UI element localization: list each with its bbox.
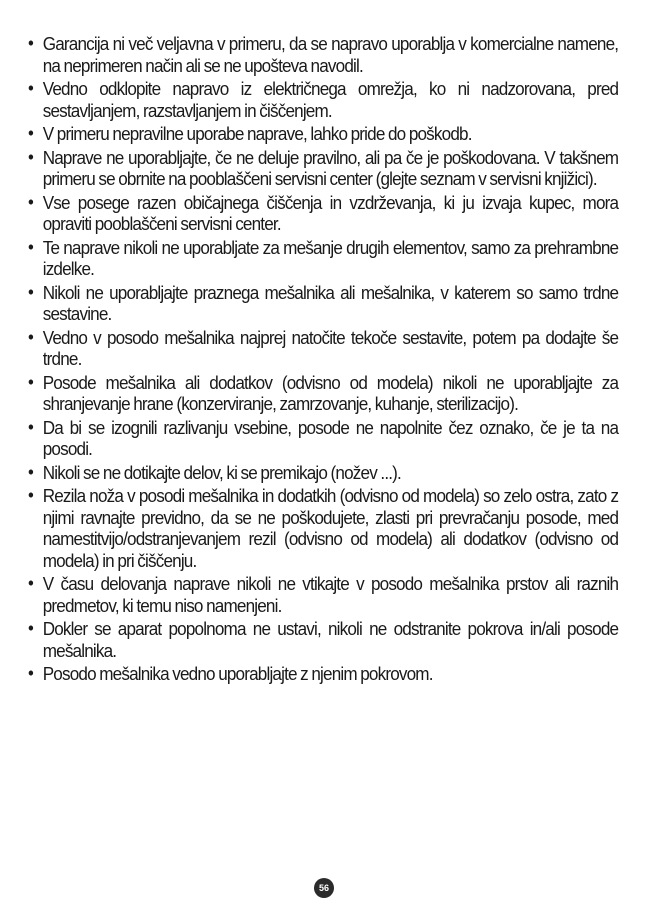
list-item [28,372,618,415]
bullet-icon: • [28,618,33,638]
list-item-text: Rezila noža v posodi mešalnika in dodatkih (odvisno od modela) so zelo ostra, zato z njimi ravnajte previdno, da se ne poškodujete, zlasti pri prevračanju posode, med namestitvijo/odstranjevanjem rezil (odvisno od modela) ali dodatkov (odvisno od modela) in pri čiščenju. [42,485,619,571]
list-item [28,282,618,325]
bullet-icon: • [28,663,33,683]
bullet-icon: • [28,573,33,593]
list-item [28,237,618,280]
list-item [28,327,618,370]
bullet-icon: • [28,461,33,482]
list-item-text: V primeru nepravilne uporabe naprave, lahko pride do poškodb. [42,123,472,144]
list-item [28,663,618,685]
bullet-icon: • [28,33,33,53]
bullet-icon: • [28,146,33,167]
list-item-text: V času delovanja naprave nikoli ne vtikajte v posodo mešalnika prstov ali raznih predmetov, ki temu niso namenjeni. [42,573,619,616]
list-item [28,78,618,121]
list-item-text: Nikoli se ne dotikajte delov, ki se premikajo (nožev ...). [42,461,401,483]
list-item-text: Garancija ni več veljavna v primeru, da se napravo uporablja v komercialne namene, na neprimeren način ali se ne upošteva navodil. [42,33,619,76]
bullet-icon: • [28,191,33,212]
list-item-text: Te naprave nikoli ne uporabljate za mešanje drugih elementov, samo za prehrambne izdelke. [42,236,619,279]
list-item-text: Vedno odklopite napravo iz električnega omrežja, ko ni nadzorovana, pred sestavljanjem, razstavljanjem in čiščenjem. [42,78,619,121]
list-item [28,485,618,571]
list-item-text: Vedno v posodo mešalnika najprej natočite tekoče sestavite, potem pa dodajte še trdne. [42,326,619,369]
list-item-text: Da bi se izognili razlivanju vsebine, posode ne napolnite čez oznako, če je ta na posodi. [42,416,619,459]
safety-instructions-list [28,33,622,687]
bullet-icon: • [28,123,33,143]
list-item [28,192,618,235]
bullet-icon: • [28,371,33,392]
list-item [28,573,618,616]
bullet-icon: • [28,281,33,302]
list-item [28,462,618,484]
list-item [28,618,618,661]
bullet-icon: • [28,326,33,347]
list-item-text: Dokler se aparat popolnoma ne ustavi, nikoli ne odstranite pokrova in/ali posode mešalnika. [42,618,619,661]
bullet-icon: • [28,416,33,437]
bullet-icon: • [28,485,33,505]
bullet-icon: • [28,236,33,257]
list-item-text: Nikoli ne uporabljajte praznega mešalnika ali mešalnika, v katerem so samo trdne sestavine. [42,281,619,324]
list-item [28,417,618,460]
page-number-badge: 56 [314,878,334,898]
list-item-text: Naprave ne uporabljajte, če ne deluje pravilno, ali pa če je poškodovana. V takšnem primeru se obrnite na pooblaščeni servisni center (glejte seznam v servisni knjižici). [42,146,619,189]
list-item-text: Posode mešalnika ali dodatkov (odvisno od modela) nikoli ne uporabljajte za shranjevanje hrane (konzerviranje, zamrzovanje, kuhanje, sterilizacijo). [42,371,619,414]
list-item [28,123,618,145]
list-item [28,33,618,76]
list-item [28,147,618,190]
list-item-text: Vse posege razen običajnega čiščenja in vzdrževanja, ki ju izvaja kupec, mora opraviti pooblaščeni servisni center. [42,191,619,234]
list-item-text: Posodo mešalnika vedno uporabljajte z njenim pokrovom. [42,663,433,684]
bullet-icon: • [28,78,33,98]
